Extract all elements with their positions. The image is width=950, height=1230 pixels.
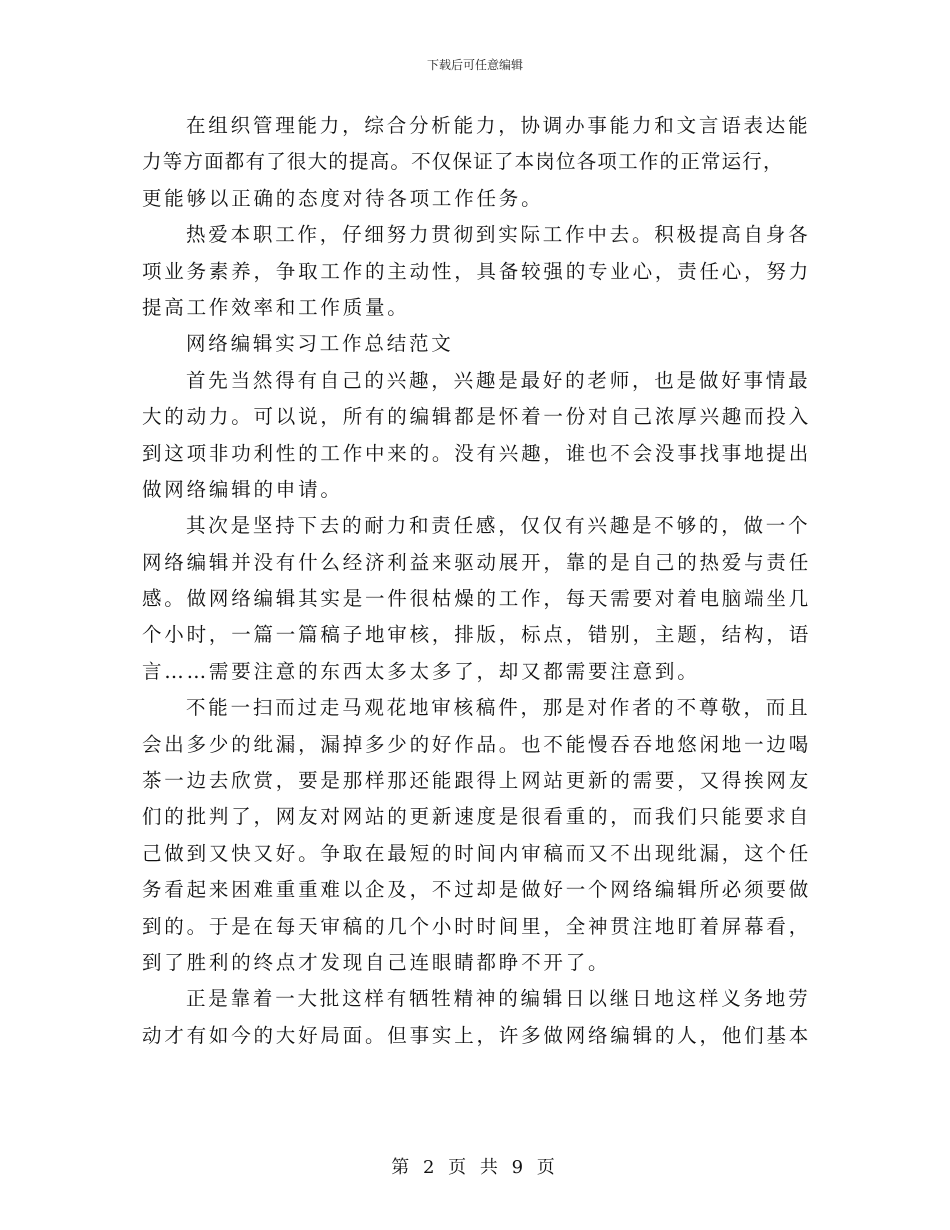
paragraph-line: 到了胜利的终点才发现自己连眼睛都睁不开了。 — [142, 950, 611, 974]
paragraph-line: 己做到又快又好。争取在最短的时间内审稿而又不出现纰漏，这个任 — [142, 841, 812, 865]
paragraph-line: 动才有如今的大好局面。但事实上，许多做网络编辑的人，他们基本 — [142, 1023, 812, 1047]
paragraph-line: 提高工作效率和工作质量。 — [142, 295, 410, 319]
document-body — [142, 108, 812, 1054]
paragraph-line: 感。做网络编辑其实是一件很枯燥的工作，每天需要对着电脑端坐几 — [142, 587, 812, 611]
paragraph-line: 言……需要注意的东西太多太多了，却又都需要注意到。 — [142, 659, 700, 683]
paragraph-line: 个小时，一篇一篇稿子地审核，排版，标点，错别，主题，结构，语 — [142, 623, 812, 647]
paragraph-line: 大的动力。可以说，所有的编辑都是怀着一份对自己浓厚兴趣而投入 — [142, 405, 812, 429]
paragraph-line: 不能一扫而过走马观花地审核稿件，那是对作者的不尊敬，而且 — [186, 696, 811, 720]
paragraph-line: 其次是坚持下去的耐力和责任感，仅仅有兴趣是不够的，做一个 — [186, 514, 811, 538]
paragraph-line: 首先当然得有自己的兴趣，兴趣是最好的老师，也是做好事情最 — [186, 368, 811, 392]
paragraph-line: 项业务素养，争取工作的主动性，具备较强的专业心，责任心，努力 — [142, 259, 812, 283]
paragraph-line: 务看起来困难重重难以企及，不过却是做好一个网络编辑所必须要做 — [142, 878, 812, 902]
page-header-note: 下载后可任意编辑 — [426, 58, 523, 72]
paragraph-line: 正是靠着一大批这样有牺牲精神的编辑日以继日地这样义务地劳 — [186, 987, 811, 1011]
section-title: 网络编辑实习工作总结范文 — [186, 332, 454, 356]
paragraph-line: 到的。于是在每天审稿的几个小时时间里，全神贯注地盯着屏幕看， — [142, 914, 812, 938]
paragraph-line: 热爱本职工作，仔细努力贯彻到实际工作中去。积极提高自身各 — [186, 223, 811, 247]
paragraph-line: 会出多少的纰漏，漏掉多少的好作品。也不能慢吞吞地悠闲地一边喝 — [142, 732, 812, 756]
paragraph-line: 到这项非功利性的工作中来的。没有兴趣，谁也不会没事找事地提出 — [142, 441, 812, 465]
paragraph-line: 更能够以正确的态度对待各项工作任务。 — [142, 186, 544, 210]
paragraph-line: 们的批判了，网友对网站的更新速度是很看重的，而我们只能要求自 — [142, 805, 812, 829]
paragraph-line: 茶一边去欣赏，要是那样那还能跟得上网站更新的需要，又得挨网友 — [142, 769, 812, 793]
paragraph-line: 做网络编辑的申请。 — [142, 477, 343, 501]
paragraph-line: 在组织管理能力，综合分析能力，协调办事能力和文言语表达能 — [186, 114, 811, 137]
page-number: 第 2 页 共 9 页 — [391, 1157, 559, 1178]
paragraph-line: 网络编辑并没有什么经济利益来驱动展开，靠的是自己的热爱与责任 — [142, 550, 812, 574]
paragraph-line: 力等方面都有了很大的提高。不仅保证了本岗位各项工作的正常运行， — [142, 150, 784, 174]
